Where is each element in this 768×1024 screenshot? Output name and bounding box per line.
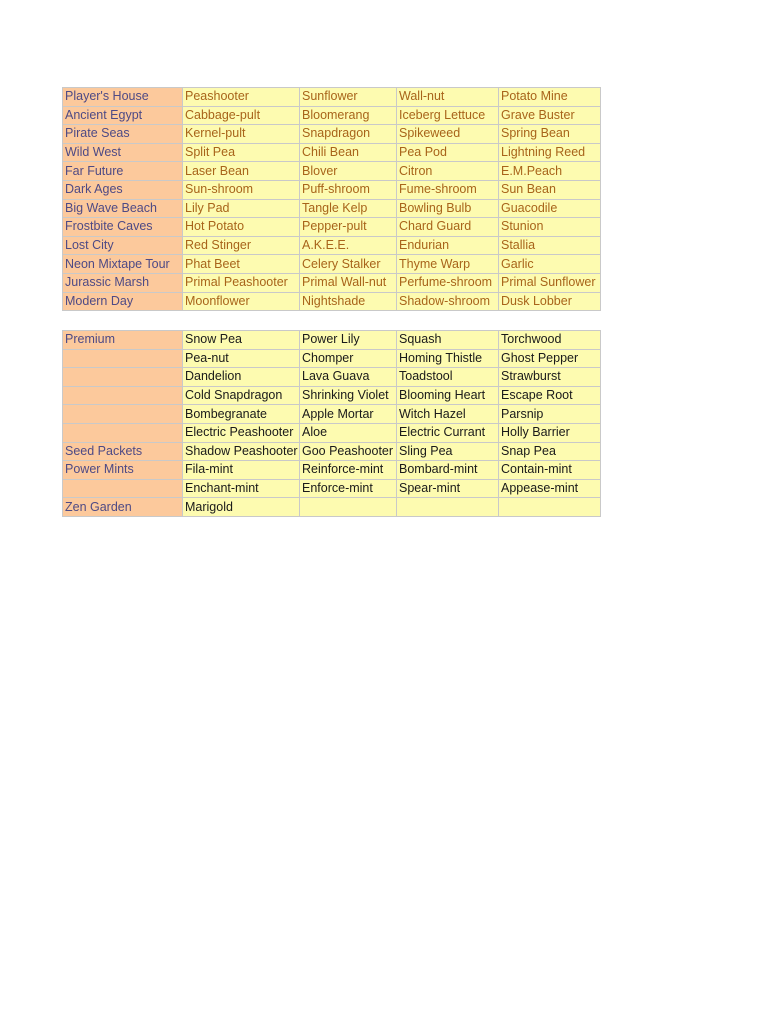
plant-cell[interactable]: Cabbage-pult	[183, 106, 300, 125]
plant-cell[interactable]: Toadstool	[397, 368, 499, 387]
plant-cell[interactable]: Tangle Kelp	[300, 199, 397, 218]
plant-cell[interactable]: Snapdragon	[300, 125, 397, 144]
plant-cell[interactable]: Ghost Pepper	[499, 349, 601, 368]
plant-cell[interactable]: Iceberg Lettuce	[397, 106, 499, 125]
category-name-cell[interactable]: Premium	[63, 331, 183, 350]
plant-cell[interactable]: Bombegranate	[183, 405, 300, 424]
plant-cell[interactable]: Parsnip	[499, 405, 601, 424]
plant-cell[interactable]: Moonflower	[183, 292, 300, 311]
world-name-cell[interactable]: Wild West	[63, 143, 183, 162]
plant-cell[interactable]: Puff-shroom	[300, 180, 397, 199]
plant-cell[interactable]: Shrinking Violet	[300, 386, 397, 405]
plant-cell[interactable]: Chard Guard	[397, 218, 499, 237]
plant-cell[interactable]: Laser Bean	[183, 162, 300, 181]
table-row	[63, 88, 601, 107]
plant-cell[interactable]: Goo Peashooter	[300, 442, 397, 461]
table-row	[63, 368, 601, 387]
table-row	[63, 292, 601, 311]
plant-cell[interactable]: Reinforce-mint	[300, 461, 397, 480]
plant-cell[interactable]: Primal Sunflower	[499, 273, 601, 292]
plant-cell[interactable]: Snap Pea	[499, 442, 601, 461]
plant-cell[interactable]: Blooming Heart	[397, 386, 499, 405]
plant-cell[interactable]: Aloe	[300, 423, 397, 442]
world-name-cell[interactable]: Big Wave Beach	[63, 199, 183, 218]
plant-cell[interactable]: Bloomerang	[300, 106, 397, 125]
plant-cell[interactable]: Grave Buster	[499, 106, 601, 125]
plant-cell[interactable]: Appease-mint	[499, 479, 601, 498]
plant-cell[interactable]: Citron	[397, 162, 499, 181]
plant-cell[interactable]: Shadow-shroom	[397, 292, 499, 311]
plant-cell[interactable]: Strawburst	[499, 368, 601, 387]
plant-cell[interactable]: A.K.E.E.	[300, 236, 397, 255]
plant-cell[interactable]: Kernel-pult	[183, 125, 300, 144]
table-row	[63, 143, 601, 162]
plant-cell[interactable]: Holly Barrier	[499, 423, 601, 442]
plant-cell[interactable]: Electric Peashooter	[183, 423, 300, 442]
table-row	[63, 125, 601, 144]
table-row	[63, 386, 601, 405]
world-name-cell[interactable]: Far Future	[63, 162, 183, 181]
plant-cell[interactable]: Sun-shroom	[183, 180, 300, 199]
plant-cell[interactable]: Pea Pod	[397, 143, 499, 162]
plant-cell[interactable]: Witch Hazel	[397, 405, 499, 424]
category-name-cell[interactable]	[63, 386, 183, 405]
plant-cell[interactable]: Stunion	[499, 218, 601, 237]
plant-cell[interactable]: Spring Bean	[499, 125, 601, 144]
table-row	[63, 405, 601, 424]
plant-cell[interactable]: Electric Currant	[397, 423, 499, 442]
plant-cell[interactable]: Garlic	[499, 255, 601, 274]
plant-cell[interactable]: Blover	[300, 162, 397, 181]
plant-cell[interactable]: Primal Peashooter	[183, 273, 300, 292]
plant-cell[interactable]: Pepper-pult	[300, 218, 397, 237]
plant-cell[interactable]: Bombard-mint	[397, 461, 499, 480]
plant-cell[interactable]: Peashooter	[183, 88, 300, 107]
plant-cell[interactable]	[300, 498, 397, 517]
plant-cell[interactable]: Guacodile	[499, 199, 601, 218]
category-name-cell[interactable]	[63, 368, 183, 387]
plant-cell[interactable]: Sling Pea	[397, 442, 499, 461]
plant-cell[interactable]: Nightshade	[300, 292, 397, 311]
table-row	[63, 236, 601, 255]
plant-cell[interactable]: Chili Bean	[300, 143, 397, 162]
plant-cell[interactable]: Chomper	[300, 349, 397, 368]
category-name-cell[interactable]	[63, 405, 183, 424]
plant-cell[interactable]: Primal Wall-nut	[300, 273, 397, 292]
world-name-cell[interactable]: Dark Ages	[63, 180, 183, 199]
plant-cell[interactable]: Fila-mint	[183, 461, 300, 480]
plant-cell[interactable]: Enforce-mint	[300, 479, 397, 498]
table-row	[63, 479, 601, 498]
table-row	[63, 218, 601, 237]
plant-cell[interactable]: Apple Mortar	[300, 405, 397, 424]
table-row	[63, 180, 601, 199]
category-name-cell[interactable]	[63, 479, 183, 498]
table-row	[63, 349, 601, 368]
category-name-cell[interactable]: Seed Packets	[63, 442, 183, 461]
table-row	[63, 273, 601, 292]
plant-cell[interactable]: Bowling Bulb	[397, 199, 499, 218]
plant-cell[interactable]: Phat Beet	[183, 255, 300, 274]
world-name-cell[interactable]: Frostbite Caves	[63, 218, 183, 237]
plant-cell[interactable]: Pea-nut	[183, 349, 300, 368]
table-row	[63, 331, 601, 350]
plant-cell[interactable]: E.M.Peach	[499, 162, 601, 181]
plant-cell[interactable]: Shadow Peashooter	[183, 442, 300, 461]
plant-cell[interactable]: Fume-shroom	[397, 180, 499, 199]
world-name-cell[interactable]: Ancient Egypt	[63, 106, 183, 125]
plant-cell[interactable]: Marigold	[183, 498, 300, 517]
plant-cell[interactable]: Stallia	[499, 236, 601, 255]
table-row	[63, 162, 601, 181]
world-name-cell[interactable]: Player's House	[63, 88, 183, 107]
plant-cell[interactable]: Celery Stalker	[300, 255, 397, 274]
world-name-cell[interactable]: Neon Mixtape Tour	[63, 255, 183, 274]
plant-cell[interactable]: Snow Pea	[183, 331, 300, 350]
plant-cell[interactable]: Thyme Warp	[397, 255, 499, 274]
plant-cell[interactable]: Homing Thistle	[397, 349, 499, 368]
plant-cell[interactable]: Red Stinger	[183, 236, 300, 255]
plant-cell[interactable]: Sunflower	[300, 88, 397, 107]
plant-cell[interactable]: Spear-mint	[397, 479, 499, 498]
plant-cell[interactable]: Hot Potato	[183, 218, 300, 237]
category-name-cell[interactable]	[63, 423, 183, 442]
plant-cell[interactable]: Dusk Lobber	[499, 292, 601, 311]
table-row	[63, 255, 601, 274]
plant-cell[interactable]	[397, 498, 499, 517]
premium-plant-table	[62, 330, 601, 517]
plant-cell[interactable]: Potato Mine	[499, 88, 601, 107]
category-name-cell[interactable]: Zen Garden	[63, 498, 183, 517]
table-row	[63, 461, 601, 480]
category-name-cell[interactable]	[63, 349, 183, 368]
plant-cell[interactable]: Cold Snapdragon	[183, 386, 300, 405]
plant-cell[interactable]: Sun Bean	[499, 180, 601, 199]
world-name-cell[interactable]: Modern Day	[63, 292, 183, 311]
plant-cell[interactable]: Lightning Reed	[499, 143, 601, 162]
table-row	[63, 498, 601, 517]
plant-cell[interactable]: Dandelion	[183, 368, 300, 387]
plant-cell[interactable]: Torchwood	[499, 331, 601, 350]
plant-cell[interactable]: Split Pea	[183, 143, 300, 162]
plant-cell[interactable]: Escape Root	[499, 386, 601, 405]
plant-cell[interactable]: Lily Pad	[183, 199, 300, 218]
plant-cell[interactable]: Wall-nut	[397, 88, 499, 107]
world-name-cell[interactable]: Pirate Seas	[63, 125, 183, 144]
plant-cell[interactable]: Contain-mint	[499, 461, 601, 480]
worlds-plant-table	[62, 87, 601, 311]
world-name-cell[interactable]: Jurassic Marsh	[63, 273, 183, 292]
plant-cell[interactable]: Endurian	[397, 236, 499, 255]
plant-cell[interactable]: Perfume-shroom	[397, 273, 499, 292]
plant-cell[interactable]	[499, 498, 601, 517]
table-row	[63, 199, 601, 218]
world-name-cell[interactable]: Lost City	[63, 236, 183, 255]
table-row	[63, 106, 601, 125]
category-name-cell[interactable]: Power Mints	[63, 461, 183, 480]
plant-cell[interactable]: Squash	[397, 331, 499, 350]
table-row	[63, 423, 601, 442]
plant-cell[interactable]: Lava Guava	[300, 368, 397, 387]
plant-cell[interactable]: Enchant-mint	[183, 479, 300, 498]
plant-cell[interactable]: Spikeweed	[397, 125, 499, 144]
plant-cell[interactable]: Power Lily	[300, 331, 397, 350]
table-row	[63, 442, 601, 461]
